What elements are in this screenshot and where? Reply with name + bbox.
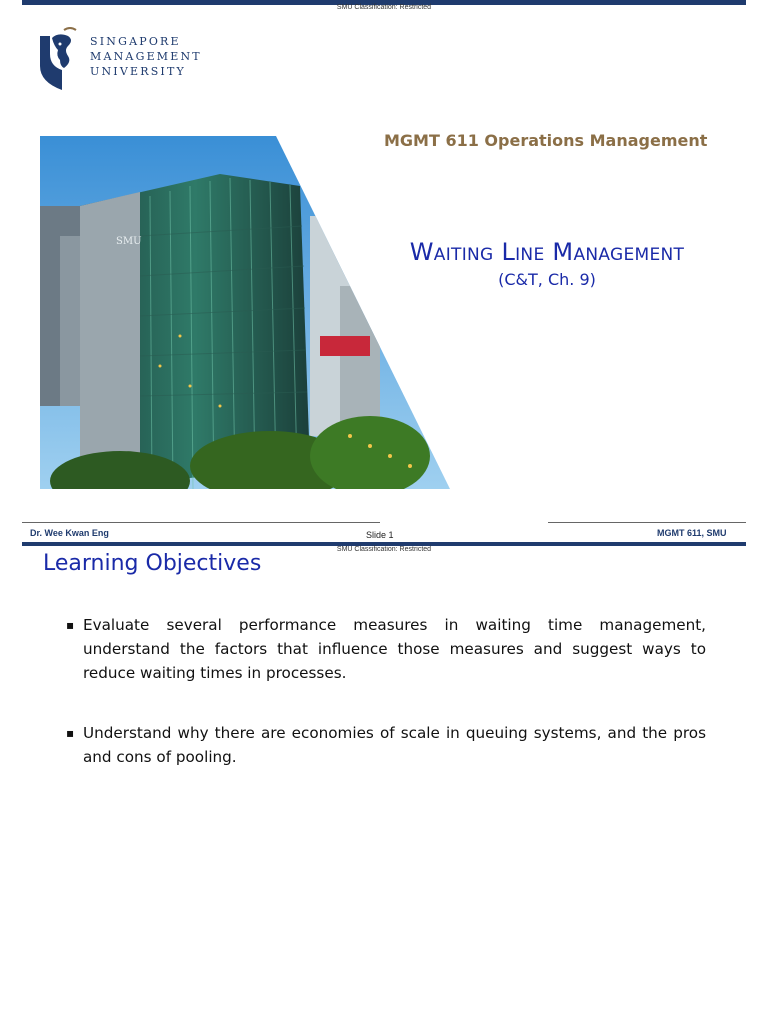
logo-line-3: UNIVERSITY bbox=[90, 65, 186, 78]
square-bullet-icon: ▪ bbox=[66, 618, 75, 632]
square-bullet-icon: ▪ bbox=[66, 726, 75, 740]
footer-divider-right bbox=[548, 522, 746, 523]
building-sign: SMU bbox=[116, 236, 142, 247]
title-word-1: WAITING bbox=[409, 238, 494, 266]
lion-head-shield-icon bbox=[38, 26, 88, 92]
deck-title bbox=[400, 238, 694, 266]
classification-label-2: SMU Classification: Restricted bbox=[336, 546, 432, 553]
title-word-2: LINE bbox=[501, 238, 545, 266]
footer-divider-left bbox=[22, 522, 380, 523]
deck-subtitle: (C&T, Ch. 9) bbox=[498, 270, 596, 289]
objective-item bbox=[66, 721, 706, 769]
title-word-3: MANAGEMENT bbox=[552, 238, 685, 266]
objectives-list bbox=[66, 613, 706, 805]
footer-course: MGMT 611, SMU bbox=[657, 528, 727, 538]
logo-wordmark bbox=[90, 34, 202, 79]
campus-building-photo bbox=[40, 136, 450, 489]
logo-line-2: MANAGEMENT bbox=[90, 50, 202, 63]
course-title: MGMT 611 Operations Management bbox=[384, 131, 708, 150]
logo-line-1: SINGAPORE bbox=[90, 35, 181, 48]
objective-text: Understand why there are economies of scale in queuing systems, and the pros and cons of pooling. bbox=[83, 724, 706, 766]
objective-text: Evaluate several performance measures in waiting time management, understand the factors that influence those measures and suggest ways to reduce waiting times in processes. bbox=[83, 616, 706, 682]
classification-label: SMU Classification: Restricted bbox=[336, 4, 432, 11]
objective-item bbox=[66, 613, 706, 685]
footer-author: Dr. Wee Kwan Eng bbox=[30, 528, 109, 538]
footer-slide-number: Slide 1 bbox=[366, 530, 394, 540]
learning-objectives-title: Learning Objectives bbox=[43, 551, 262, 576]
